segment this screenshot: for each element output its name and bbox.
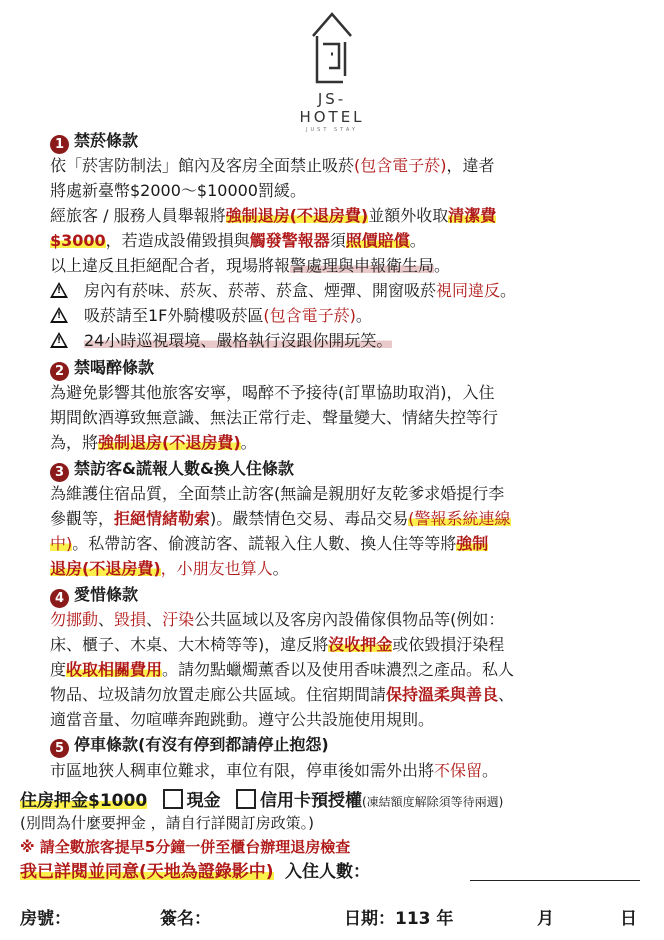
card-checkbox[interactable] bbox=[236, 789, 256, 809]
section-3-heading bbox=[50, 456, 294, 482]
s3-line-1: 為維護住宿品質，全面禁止訪客(無論是親朋好友乾爹求婚提行李 bbox=[50, 484, 505, 503]
section-title: 停車條款(有沒有停到都請停止抱怨) bbox=[74, 735, 329, 754]
room-number-label: 房號： bbox=[20, 909, 71, 929]
hotel-logo bbox=[290, 8, 374, 133]
warning-icon bbox=[50, 282, 68, 298]
guest-count-label: 入住人數： bbox=[284, 862, 370, 882]
hotel-name: JS-HOTEL bbox=[299, 90, 365, 126]
section-title: 禁菸條款 bbox=[74, 131, 139, 150]
s4-line-1: 勿挪動、毀損、汙染公共區域以及客房內設備傢俱物品等(例如： bbox=[50, 610, 505, 629]
s5-line-1: 市區地狹人稠車位難求，車位有限，停車後如需外出將不保留。 bbox=[50, 761, 499, 780]
day-label: 日 bbox=[620, 909, 637, 929]
guest-count-field[interactable] bbox=[470, 880, 640, 881]
section-title: 愛惜條款 bbox=[74, 585, 139, 604]
s1-warning-2: !吸菸請至1F外騎樓吸菸區(包含電子菸)。 bbox=[50, 303, 372, 326]
s1-line-5: 以上違反且拒絕配合者，現場將報警處理與申報衛生局。 bbox=[50, 256, 451, 275]
s1-line-1: 依「菸害防制法」館內及客房全面禁止吸菸(包含電子菸)，違者 bbox=[50, 156, 495, 175]
warning-icon bbox=[50, 307, 68, 323]
section-title: 禁喝醉條款 bbox=[74, 358, 155, 377]
section-number: 4 bbox=[50, 589, 69, 608]
agreement-row bbox=[20, 857, 370, 882]
s1-line-2: 將處新臺幣$2000～$10000罰緩。 bbox=[50, 181, 306, 200]
section-number: 2 bbox=[50, 362, 69, 381]
section-1-heading bbox=[50, 128, 138, 154]
s1-warning-3: !24小時巡視環境、嚴格執行沒跟你開玩笑。 bbox=[50, 328, 392, 351]
section-5-heading bbox=[50, 732, 329, 758]
s2-line-1: 為避免影響其他旅客安寧，喝醉不予接待(訂單協助取消)，入住 bbox=[50, 383, 495, 402]
section-number: 3 bbox=[50, 463, 69, 482]
house-logo-icon bbox=[309, 8, 355, 88]
s3-line-4: 退房(不退房費)，小朋友也算人。 bbox=[50, 559, 289, 578]
s3-line-3: 中)。私帶訪客、偷渡訪客、謊報入住人數、換人住等等將強制 bbox=[50, 534, 489, 553]
section-number: 5 bbox=[50, 739, 69, 758]
s2-line-2: 期間飲酒導致無意識、無法正常行走、聲量變大、情緒失控等行 bbox=[50, 408, 499, 427]
s2-line-3: 為，將強制退房(不退房費)。 bbox=[50, 433, 257, 452]
hotel-tagline: JUST STAY bbox=[306, 127, 358, 133]
s4-line-5: 適當音量、勿喧嘩奔跑跳動。遵守公共設施使用規則。 bbox=[50, 710, 435, 729]
agreement-text: 我已詳閱並同意(天地為證錄影中) bbox=[20, 862, 274, 882]
deposit-note: (別問為什麼要押金 ，請自行詳閱訂房政策。) bbox=[20, 814, 314, 832]
date-label: 日期：113 年 bbox=[344, 909, 454, 929]
month-label: 月 bbox=[537, 909, 554, 929]
s4-line-2: 床、櫃子、木桌、大木椅等等)，違反將沒收押金或依毀損汙染程 bbox=[50, 635, 505, 654]
section-4-heading bbox=[50, 582, 138, 608]
deposit-row bbox=[20, 786, 503, 811]
section-number: 1 bbox=[50, 135, 69, 154]
s3-line-2: 參觀等，拒絕情緒勒索)。嚴禁情色交易、毒品交易(警報系統連線 bbox=[50, 509, 511, 528]
s1-line-3: 經旅客 / 服務人員舉報將強制退房(不退房費)並額外收取清潔費 bbox=[50, 206, 497, 225]
warning-icon bbox=[50, 332, 68, 348]
card-note: (凍結額度解除須等待兩週) bbox=[361, 795, 504, 809]
s1-warning-1: !房內有菸味、菸灰、菸蒂、菸盒、煙彈、開窗吸菸視同違反。 bbox=[50, 278, 516, 301]
section-title: 禁訪客&謊報人數&換人住條款 bbox=[74, 459, 294, 478]
s1-line-4: $3000，若造成設備毀損與觸發警報器須照價賠償。 bbox=[50, 231, 426, 250]
cash-label: 現金 bbox=[186, 791, 221, 811]
section-2-heading bbox=[50, 355, 154, 381]
signature-label: 簽名： bbox=[160, 909, 211, 929]
cash-checkbox[interactable] bbox=[163, 789, 183, 809]
s4-line-3: 度收取相關費用。請勿點蠟燭薰香以及使用香味濃烈之產品。私人 bbox=[50, 660, 515, 679]
s4-line-4: 物品、垃圾請勿放置走廊公共區域。住宿期間請保持溫柔與善良、 bbox=[50, 685, 515, 704]
checkout-notice: ※ 請全數旅客提早5分鐘一併至櫃台辦理退房檢查 bbox=[20, 838, 351, 856]
card-label: 信用卡預授權 bbox=[259, 791, 362, 811]
deposit-label: 住房押金$1000 bbox=[20, 791, 148, 811]
